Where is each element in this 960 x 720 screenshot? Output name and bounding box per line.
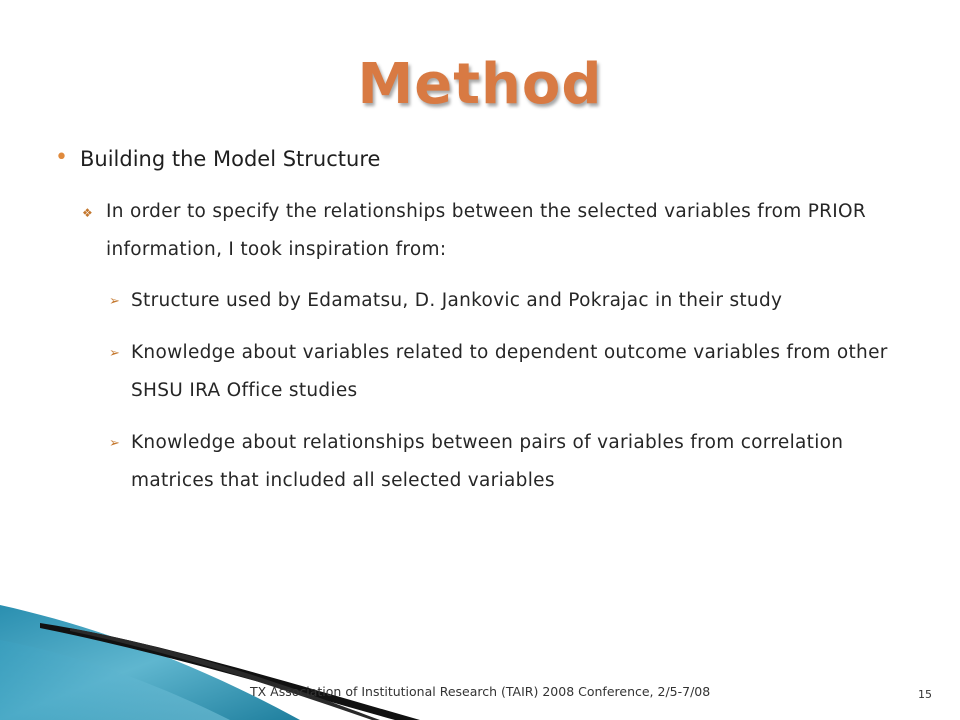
list-item-text: Knowledge about variables related to dependent outcome variables from other SHSU IRA Office studies — [131, 342, 888, 401]
list-item — [109, 334, 931, 410]
list-item-text: Knowledge about relationships between pairs of variables from correlation matrices that included all selected variables — [131, 432, 844, 491]
arrow-bullet-icon: ➢ — [109, 294, 121, 309]
arrow-bullet-icon: ➢ — [109, 346, 121, 361]
intro-text: In order to specify the relationships between the selected variables from PRIOR information, I took inspiration from: — [106, 201, 867, 260]
arrow-bullet-icon: ➢ — [109, 436, 121, 451]
heading-text: Building the Model Structure — [80, 147, 381, 171]
list-item-text: Structure used by Edamatsu, D. Jankovic and Pokrajac in their study — [131, 290, 783, 311]
round-bullet-icon: • — [55, 145, 68, 170]
slide-title: Method — [357, 52, 603, 117]
list-item — [109, 282, 931, 320]
diamond-bullet-icon: ❖ — [82, 206, 94, 220]
list-item — [109, 424, 931, 500]
footer-text: TX Association of Institutional Research (TAIR) 2008 Conference, 2/5-7/08 — [250, 684, 711, 699]
heading-bullet-item — [55, 145, 381, 173]
intro-bullet-item — [82, 193, 906, 269]
page-number: 15 — [918, 688, 932, 701]
